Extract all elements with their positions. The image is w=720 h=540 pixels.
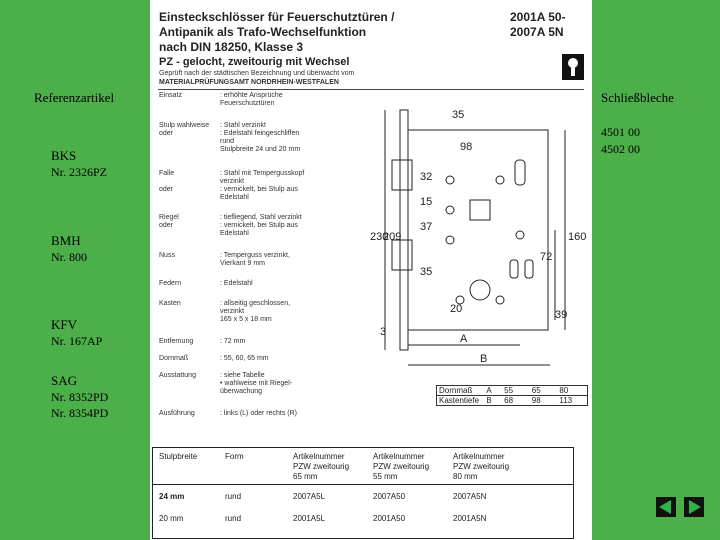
dim-35: 35 bbox=[452, 109, 465, 121]
ref-number-kfv: Nr. 167AP bbox=[51, 334, 103, 348]
doc-title-line2: Antipanik als Trafo-Wechselfunktion bbox=[159, 25, 367, 39]
spec-key: oder bbox=[159, 130, 174, 137]
triangle-left-icon bbox=[656, 497, 676, 517]
dim-72: 72 bbox=[540, 251, 553, 263]
spec-key: Ausführung bbox=[159, 410, 195, 417]
datasheet-scan bbox=[150, 0, 592, 540]
spec-key: Nuss bbox=[159, 252, 175, 259]
spec-value: : vernickelt, bei Stulp aus bbox=[220, 222, 298, 229]
ref-brand-kfv: KFV bbox=[51, 317, 78, 332]
spec-value: : vernickelt, bei Stulp aus bbox=[220, 186, 298, 193]
strike-plate-code-2: 4502 00 bbox=[601, 142, 640, 156]
case-depth-letter: B bbox=[486, 396, 492, 405]
spec-value: Vierkant 9 mm bbox=[220, 260, 265, 267]
spec-value: : siehe Tabelle bbox=[220, 372, 265, 379]
ref-brand-bks: BKS bbox=[51, 148, 77, 163]
spec-value: : Edelstahl bbox=[220, 280, 253, 287]
strike-plates-heading: Schließbleche bbox=[601, 90, 674, 105]
doc-title-line4: PZ - gelocht, zweitourig mit Wechsel bbox=[159, 56, 350, 68]
backset-65: 65 bbox=[531, 386, 541, 395]
dim-98: 98 bbox=[460, 141, 473, 153]
spec-value: : erhöhte Ansprüche bbox=[220, 92, 283, 99]
doc-model-line1: 2001A 50- bbox=[510, 10, 566, 24]
spec-value: 165 x 5 x 18 mm bbox=[220, 316, 272, 323]
triangle-right-icon bbox=[684, 497, 704, 517]
spec-key: Falle bbox=[159, 170, 175, 177]
dim-20: 20 bbox=[450, 303, 463, 315]
article-table: Stulpbreite Form Artikelnummer PZW zweitourig 65 mm Artikelnummer PZW zweitourig 55 mm Artikelnummer PZW zweitourig 80 mm 24 mm rund 2007A5L 2007A50 2007A5N 20 mm rund 2001A5L 2001A50 2001A5N bbox=[152, 447, 574, 539]
spec-value: : links (L) oder rechts (R) bbox=[220, 410, 298, 417]
spec-value: verzinkt bbox=[220, 178, 245, 185]
spec-value: verzinkt bbox=[220, 308, 245, 315]
spec-value: rund bbox=[220, 138, 235, 145]
dim-15: 15 bbox=[420, 196, 433, 208]
col-header-art-55: Artikelnummer PZW zweitourig 55 mm bbox=[373, 452, 430, 481]
spec-value: • wahlweise mit Riegel- bbox=[220, 380, 293, 387]
dim-a: A bbox=[460, 333, 468, 345]
spec-key: oder bbox=[159, 222, 174, 229]
case-depth-98: 98 bbox=[531, 396, 541, 405]
doc-title-line1: Einsteckschlösser für Feuerschutztüren / bbox=[159, 10, 395, 24]
backset-letter: A bbox=[486, 386, 492, 395]
spec-key: Kasten bbox=[159, 300, 181, 307]
dim-160: 160 bbox=[568, 231, 587, 243]
spec-key: Ausstattung bbox=[159, 372, 196, 379]
spec-value: überwachung bbox=[220, 388, 263, 395]
col-header-art-80: Artikelnummer PZW zweitourig 80 mm bbox=[453, 452, 510, 481]
backset-table bbox=[436, 385, 588, 406]
next-slide-button[interactable] bbox=[684, 497, 704, 517]
spec-key: Einsatz bbox=[159, 92, 182, 99]
spec-value: : Edelstahl feingeschliffen bbox=[220, 130, 300, 137]
dim-230: 230 bbox=[370, 231, 389, 243]
spec-key: Riegel bbox=[159, 214, 179, 221]
ref-number-bks: Nr. 2326PZ bbox=[51, 165, 108, 179]
spec-value: : 55, 60, 65 mm bbox=[220, 355, 269, 362]
col-header-width: Stulpbreite bbox=[159, 452, 198, 461]
col-header-form: Form bbox=[225, 452, 244, 461]
dim-b: B bbox=[480, 353, 488, 365]
prev-slide-button[interactable] bbox=[656, 497, 676, 517]
ref-number-sag-2: Nr. 8354PD bbox=[51, 406, 109, 420]
keyhole-logo-icon bbox=[562, 54, 584, 80]
dim-37: 37 bbox=[420, 221, 433, 233]
spec-value: Edelstahl bbox=[220, 230, 249, 237]
dim-32: 32 bbox=[420, 171, 433, 183]
backset-label: Dornmaß bbox=[439, 386, 473, 395]
article-table-header bbox=[153, 448, 573, 485]
spec-key: oder bbox=[159, 186, 174, 193]
ref-number-bmh: Nr. 800 bbox=[51, 250, 87, 264]
dim-3: 3 bbox=[380, 326, 387, 338]
case-depth-113: 113 bbox=[559, 396, 573, 405]
col-header-art-65: Artikelnummer PZW zweitourig 65 mm bbox=[293, 452, 350, 481]
doc-model-line2: 2007A 5N bbox=[510, 25, 564, 39]
dim-209: 209 bbox=[383, 231, 402, 243]
dim-39: 39 bbox=[555, 309, 568, 321]
spec-value: : 72 mm bbox=[220, 338, 246, 345]
right-panel bbox=[592, 0, 720, 540]
dim-35b: 35 bbox=[420, 266, 433, 278]
spec-value: : Stahl verzinkt bbox=[220, 122, 266, 129]
spec-value: Edelstahl bbox=[220, 194, 249, 201]
spec-value: Feuerschutztüren bbox=[220, 100, 275, 107]
spec-key: Entfernung bbox=[159, 338, 194, 345]
case-depth-68: 68 bbox=[504, 396, 514, 405]
spec-key: Stulp wahlweise bbox=[159, 122, 210, 129]
lock-technical-drawing bbox=[370, 90, 590, 380]
spec-key: Federn bbox=[159, 280, 182, 287]
spec-value: : allseitig geschlossen, bbox=[220, 300, 291, 307]
spec-value: : Temperguss verzinkt, bbox=[220, 252, 290, 259]
approval-line2: MATERIALPRÜFUNGSAMT NORDRHEIN-WESTFALEN bbox=[159, 79, 339, 86]
reference-heading: Referenzartikel bbox=[34, 90, 115, 105]
spec-value: : Stahl mit Tempergusskopf bbox=[220, 170, 305, 177]
doc-title-line3: nach DIN 18250, Klasse 3 bbox=[159, 40, 304, 54]
strike-plate-code-1: 4501 00 bbox=[601, 125, 640, 139]
spec-value: : tiefliegend, Stahl verzinkt bbox=[220, 214, 302, 221]
case-depth-label: Kastentiefe bbox=[439, 396, 480, 405]
backset-80: 80 bbox=[559, 386, 569, 395]
ref-number-sag-1: Nr. 8352PD bbox=[51, 390, 109, 404]
approval-line1: Geprüft nach der städtischen Bezeichnung und überwacht vom bbox=[159, 70, 355, 77]
left-panel bbox=[0, 0, 150, 540]
spec-value: Stulpbreite 24 und 20 mm bbox=[220, 146, 301, 153]
ref-brand-sag: SAG bbox=[51, 373, 78, 388]
spec-key: Dornmaß bbox=[159, 355, 189, 362]
ref-brand-bmh: BMH bbox=[51, 233, 81, 248]
backset-55: 55 bbox=[504, 386, 514, 395]
